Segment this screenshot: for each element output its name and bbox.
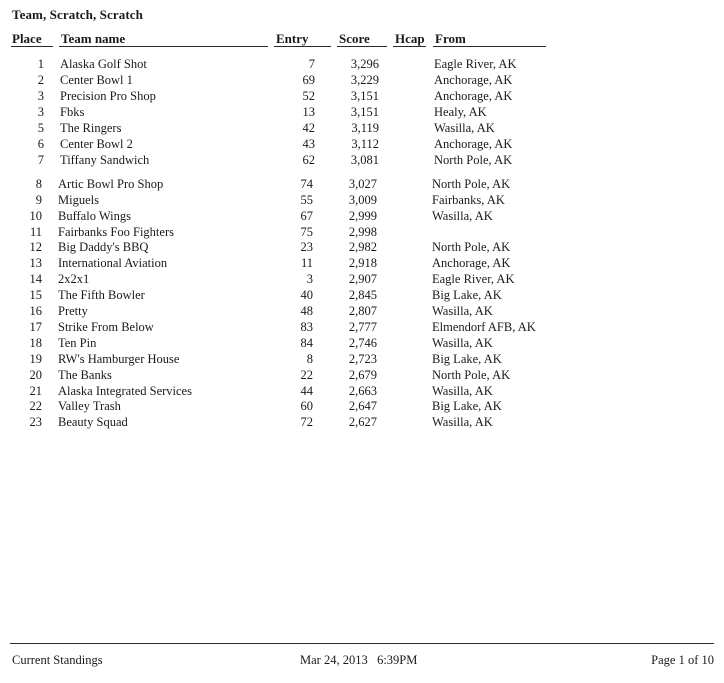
column-header-team-name: Team name (61, 31, 126, 46)
row-from: Elmendorf AFB, AK (432, 320, 536, 334)
row-score: 2,777 (348, 320, 377, 334)
row-entry: 44 (300, 384, 313, 398)
row-team-name: Tiffany Sandwich (60, 153, 150, 167)
row-score: 3,151 (350, 89, 379, 103)
row-entry: 40 (300, 288, 313, 302)
table-row (0, 399, 724, 415)
row-place: 12 (29, 240, 42, 254)
row-from: Wasilla, AK (434, 121, 495, 135)
row-place: 13 (29, 256, 42, 270)
table-row (0, 336, 724, 352)
row-place: 3 (37, 89, 44, 103)
row-place: 16 (29, 304, 42, 318)
row-team-name: Big Daddy's BBQ (58, 240, 149, 254)
row-entry: 74 (300, 177, 313, 191)
row-place: 17 (29, 320, 42, 334)
row-score: 2,807 (348, 304, 377, 318)
row-score: 2,845 (348, 288, 377, 302)
footer-divider (10, 643, 714, 644)
row-score: 2,679 (348, 368, 377, 382)
row-place: 3 (37, 105, 44, 119)
row-from: North Pole, AK (432, 240, 511, 254)
row-entry: 62 (302, 153, 315, 167)
row-entry: 11 (300, 256, 313, 270)
row-place: 2 (37, 73, 44, 87)
row-entry: 84 (300, 336, 313, 350)
row-score: 2,723 (348, 352, 377, 366)
row-from: Anchorage, AK (434, 73, 513, 87)
row-place: 22 (29, 399, 42, 413)
header-underline (433, 46, 546, 47)
row-place: 20 (29, 368, 42, 382)
row-place: 19 (29, 352, 42, 366)
row-from: Big Lake, AK (432, 352, 502, 366)
row-place: 7 (37, 153, 44, 167)
row-entry: 69 (302, 73, 315, 87)
row-team-name: RW's Hamburger House (58, 352, 180, 366)
row-place: 11 (29, 225, 42, 239)
row-score: 3,229 (350, 73, 379, 87)
row-score: 3,151 (350, 105, 379, 119)
row-place: 14 (29, 272, 42, 286)
header-underline (11, 46, 53, 47)
row-score: 2,647 (348, 399, 377, 413)
row-place: 23 (29, 415, 42, 429)
row-score: 2,907 (348, 272, 377, 286)
row-team-name: Center Bowl 2 (60, 137, 133, 151)
table-row (0, 89, 724, 105)
row-from: Wasilla, AK (432, 384, 493, 398)
row-from: Big Lake, AK (432, 288, 502, 302)
row-team-name: Ten Pin (58, 336, 97, 350)
row-place: 6 (37, 137, 44, 151)
row-score: 2,746 (348, 336, 377, 350)
row-from: Anchorage, AK (434, 137, 513, 151)
row-place: 1 (37, 57, 44, 71)
table-row (0, 193, 724, 209)
row-team-name: 2x2x1 (58, 272, 90, 286)
column-header-score: Score (339, 31, 370, 46)
row-team-name: Fairbanks Foo Fighters (58, 225, 174, 239)
table-row (0, 288, 724, 304)
row-score: 2,663 (348, 384, 377, 398)
row-team-name: Valley Trash (58, 399, 121, 413)
row-place: 10 (29, 209, 42, 223)
header-underline (337, 46, 387, 47)
table-row (0, 73, 724, 89)
row-entry: 7 (308, 57, 315, 71)
row-team-name: International Aviation (58, 256, 168, 270)
row-from: Anchorage, AK (434, 89, 513, 103)
row-entry: 42 (302, 121, 315, 135)
row-from: Healy, AK (434, 105, 487, 119)
row-team-name: Pretty (58, 304, 88, 318)
row-place: 9 (35, 193, 42, 207)
row-from: Wasilla, AK (432, 336, 493, 350)
table-row (0, 153, 724, 169)
row-entry: 72 (300, 415, 313, 429)
row-score: 3,009 (348, 193, 377, 207)
table-row (0, 320, 724, 336)
row-team-name: Center Bowl 1 (60, 73, 133, 87)
row-from: North Pole, AK (434, 153, 513, 167)
table-row (0, 57, 724, 73)
row-team-name: Alaska Golf Shot (60, 57, 147, 71)
row-team-name: Precision Pro Shop (60, 89, 156, 103)
row-entry: 3 (306, 272, 313, 286)
row-score: 2,918 (348, 256, 377, 270)
footer-timestamp: Mar 24, 2013 6:39PM (300, 653, 418, 667)
row-from: North Pole, AK (432, 368, 511, 382)
table-row (0, 368, 724, 384)
table-row (0, 272, 724, 288)
row-score: 3,112 (351, 137, 379, 151)
row-team-name: The Fifth Bowler (58, 288, 145, 302)
row-score: 2,998 (348, 225, 377, 239)
row-score: 2,999 (348, 209, 377, 223)
row-score: 2,982 (348, 240, 377, 254)
row-place: 5 (37, 121, 44, 135)
row-entry: 60 (300, 399, 313, 413)
row-team-name: Artic Bowl Pro Shop (58, 177, 164, 191)
header-underline (393, 46, 426, 47)
row-entry: 23 (300, 240, 313, 254)
table-row (0, 137, 724, 153)
row-entry: 13 (302, 105, 315, 119)
row-from: Eagle River, AK (432, 272, 515, 286)
row-entry: 8 (306, 352, 313, 366)
row-place: 21 (29, 384, 42, 398)
row-entry: 75 (300, 225, 313, 239)
row-from: Eagle River, AK (434, 57, 517, 71)
row-team-name: Alaska Integrated Services (58, 384, 192, 398)
header-underline (274, 46, 331, 47)
row-entry: 55 (300, 193, 313, 207)
table-row (0, 121, 724, 137)
row-entry: 52 (302, 89, 315, 103)
column-header-place: Place (12, 31, 42, 46)
column-header-hcap: Hcap (395, 31, 425, 46)
row-score: 2,627 (348, 415, 377, 429)
column-header-entry: Entry (276, 31, 309, 46)
table-row (0, 209, 724, 225)
table-row (0, 256, 724, 272)
row-from: Wasilla, AK (432, 304, 493, 318)
row-from: Anchorage, AK (432, 256, 511, 270)
row-from: Wasilla, AK (432, 209, 493, 223)
row-team-name: Strike From Below (58, 320, 154, 334)
row-team-name: Buffalo Wings (58, 209, 131, 223)
row-from: Big Lake, AK (432, 399, 502, 413)
row-place: 18 (29, 336, 42, 350)
row-team-name: Beauty Squad (58, 415, 128, 429)
table-row (0, 415, 724, 431)
table-row (0, 177, 724, 193)
row-team-name: The Banks (58, 368, 112, 382)
row-from: North Pole, AK (432, 177, 511, 191)
row-entry: 83 (300, 320, 313, 334)
row-from: Fairbanks, AK (432, 193, 505, 207)
table-row (0, 240, 724, 256)
column-header-from: From (435, 31, 466, 46)
row-entry: 48 (300, 304, 313, 318)
table-row (0, 352, 724, 368)
row-entry: 67 (300, 209, 313, 223)
table-row (0, 384, 724, 400)
footer-page-number: Page 1 of 10 (651, 653, 714, 667)
row-score: 3,081 (350, 153, 379, 167)
footer-report-name: Current Standings (12, 653, 103, 667)
row-score: 3,119 (351, 121, 379, 135)
row-score: 3,027 (348, 177, 377, 191)
row-team-name: The Ringers (60, 121, 122, 135)
row-team-name: Fbks (60, 105, 85, 119)
table-row (0, 304, 724, 320)
row-place: 8 (35, 177, 42, 191)
row-score: 3,296 (350, 57, 379, 71)
section-title: Team, Scratch, Scratch (12, 7, 143, 22)
row-from: Wasilla, AK (432, 415, 493, 429)
row-entry: 43 (302, 137, 315, 151)
row-team-name: Miguels (58, 193, 99, 207)
row-place: 15 (29, 288, 42, 302)
table-row (0, 105, 724, 121)
table-row (0, 225, 724, 241)
header-underline (59, 46, 268, 47)
row-entry: 22 (300, 368, 313, 382)
